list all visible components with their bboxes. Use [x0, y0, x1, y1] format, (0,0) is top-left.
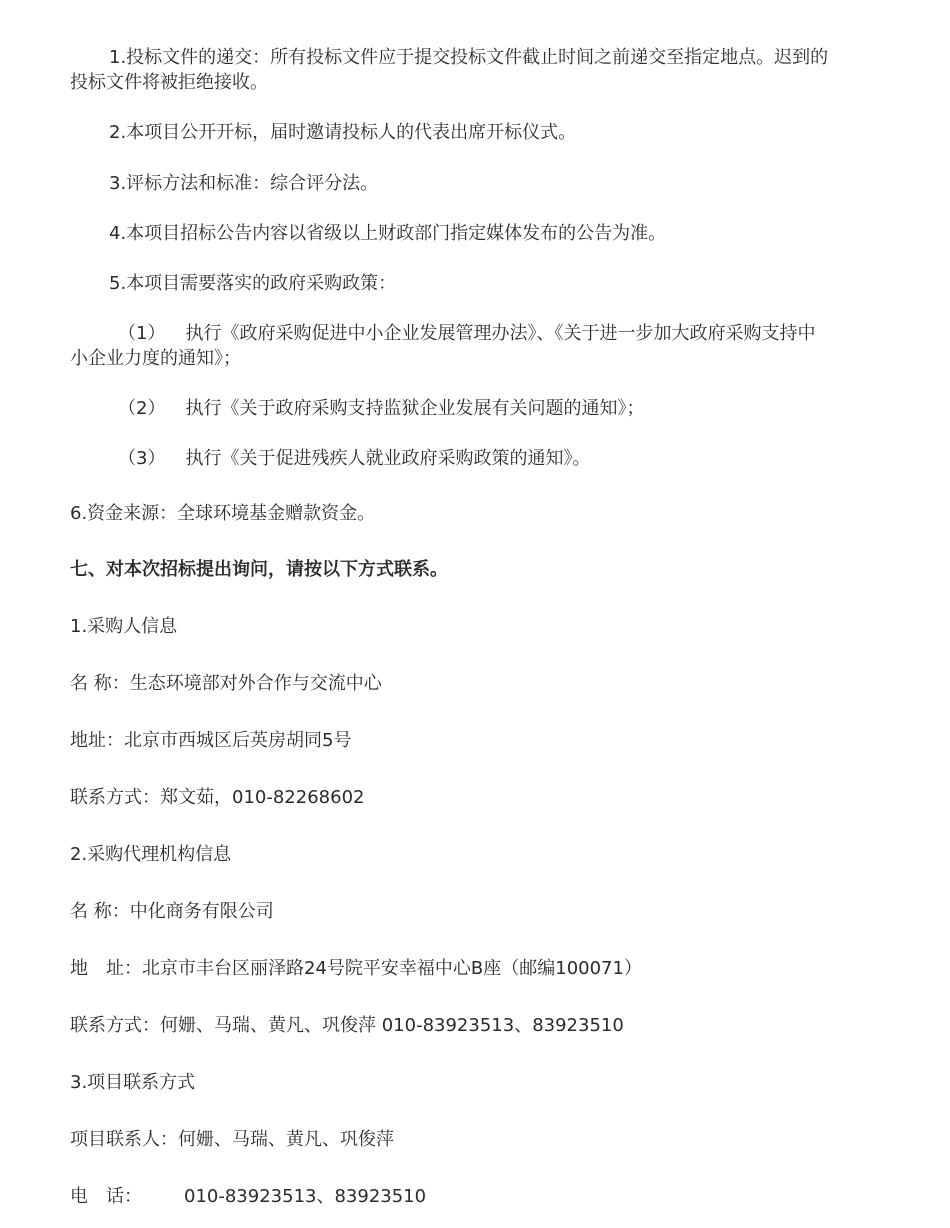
policy-2-text: 执行《关于政府采购支持监狱企业发展有关问题的通知》；: [185, 398, 645, 419]
policy-1-line-1: [118, 322, 815, 346]
policy-1-text: 执行《政府采购促进中小企业发展管理办法》、《关于进一步加大政府采购支持中: [185, 323, 816, 344]
agency-name: 名 称：中化商务有限公司: [70, 901, 274, 922]
project-phone: [70, 1185, 426, 1209]
item-1-line-1: 1.投标文件的递交：所有投标文件应于提交投标文件截止时间之前递交至指定地点。迟到的: [109, 47, 829, 68]
policy-3-number: （3）: [118, 448, 166, 469]
purchaser-phone: 联系方式：郑文茹，010-82268602: [70, 787, 365, 808]
project-contact-title: 3.项目联系方式: [70, 1072, 196, 1093]
policy-3: [118, 447, 590, 471]
item-2: 2.本项目公开开标，届时邀请投标人的代表出席开标仪式。: [109, 122, 577, 143]
project-phone-value: 010-83923513、83923510: [184, 1186, 427, 1207]
project-contact-person: 项目联系人：何姗、马瑞、黄凡、巩俊萍: [70, 1129, 394, 1150]
project-phone-label: 电 话：: [70, 1186, 142, 1207]
item-6: 6.资金来源：全球环境基金赠款资金。: [70, 503, 376, 524]
purchaser-title: 1.采购人信息: [70, 616, 178, 637]
policy-1-line-2: 小企业力度的通知》；: [70, 348, 241, 369]
item-3: 3.评标方法和标准：综合评分法。: [109, 173, 379, 194]
item-5: 5.本项目需要落实的政府采购政策：: [109, 273, 397, 294]
policy-1-number: （1）: [118, 323, 166, 344]
agency-phone: 联系方式：何姗、马瑞、黄凡、巩俊萍 010-83923513、83923510: [70, 1015, 624, 1036]
agency-address: 地 址：北京市丰台区丽泽路24号院平安幸福中心B座（邮编100071）: [70, 958, 642, 979]
item-4: 4.本项目招标公告内容以省级以上财政部门指定媒体发布的公告为准。: [109, 223, 667, 244]
item-1-line-2: 投标文件将被拒绝接收。: [70, 72, 268, 93]
purchaser-address: 地址：北京市西城区后英房胡同5号: [70, 730, 352, 751]
policy-3-text: 执行《关于促进残疾人就业政府采购政策的通知》。: [185, 448, 591, 469]
section-heading: 七、对本次招标提出询问，请按以下方式联系。: [70, 559, 448, 580]
policy-2: [118, 397, 644, 421]
purchaser-name: 名 称：生态环境部对外合作与交流中心: [70, 673, 382, 694]
policy-2-number: （2）: [118, 398, 166, 419]
agency-title: 2.采购代理机构信息: [70, 844, 232, 865]
